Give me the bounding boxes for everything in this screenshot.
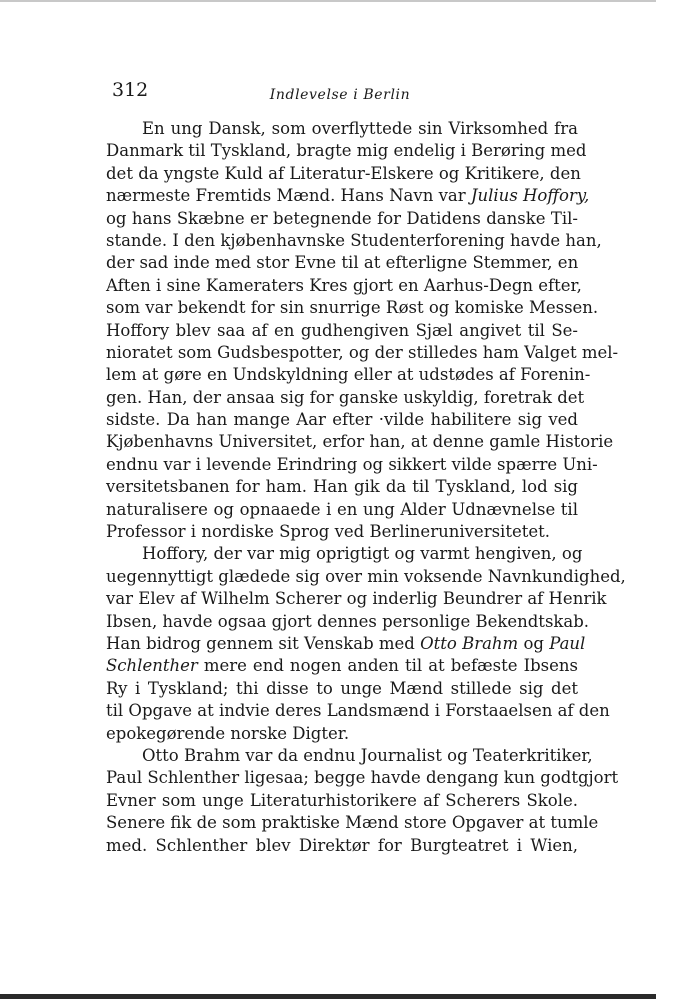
text-line: epokegørende norske Digter. bbox=[106, 723, 350, 743]
text-line: endnu var i levende Erindring og sikkert vilde spærre Uni- bbox=[106, 454, 598, 474]
text-segment: nærmeste Fremtids Mænd. Hans Navn var bbox=[106, 186, 466, 206]
person-name: Julius Hoffory, bbox=[470, 186, 590, 206]
text-line: til Opgave at indvie deres Landsmænd i Forstaaelsen af den bbox=[106, 701, 610, 721]
text-line: nioratet som Gudsbespotter, og der stilledes ham Valget mel- bbox=[106, 342, 619, 362]
text-line: der sad inde med stor Evne til at efterligne Stemmer, en bbox=[106, 253, 579, 273]
text-line: Kjøbenhavns Universitet, erfor han, at denne gamle Historie bbox=[106, 432, 614, 452]
text-line: sidste. Da han mange Aar efter ·vilde habilitere sig ved bbox=[106, 410, 578, 430]
text-line: Hoffory, der var mig oprigtigt og varmt hengiven, og bbox=[142, 544, 583, 564]
scan-top-edge bbox=[0, 0, 656, 2]
text-line: En ung Dansk, som overflyttede sin Virksomhed fra bbox=[142, 119, 578, 138]
page-number: 312 bbox=[112, 79, 149, 101]
text-line: var Elev af Wilhelm Scherer og inderlig Beundrer af Henrik bbox=[106, 589, 607, 609]
text-line: det da yngste Kuld af Literatur-Elskere og Kritikere, den bbox=[106, 163, 581, 183]
text-line: Professor i nordiske Sprog ved Berlineruniversitetet. bbox=[106, 522, 550, 542]
text-segment: og bbox=[523, 633, 544, 653]
text-line bbox=[106, 655, 578, 677]
body-text bbox=[106, 118, 626, 857]
text-line: gen. Han, der ansaa sig for ganske uskyldig, foretrak det bbox=[106, 387, 585, 407]
text-line bbox=[106, 633, 586, 655]
text-segment: Han bidrog gennem sit Venskab med bbox=[106, 633, 415, 653]
text-line: og hans Skæbne er betegnende for Datidens danske Til- bbox=[106, 208, 578, 228]
text-line: Aften i sine Kameraters Kres gjort en Aarhus-Degn efter, bbox=[106, 275, 582, 295]
text-line: som var bekendt for sin snurrige Røst og komiske Messen. bbox=[106, 298, 599, 318]
text-line bbox=[106, 185, 590, 207]
text-line: Hoffory blev saa af en gudhengiven Sjæl angivet til Se- bbox=[106, 320, 578, 340]
running-title: Indlevelse i Berlin bbox=[269, 87, 411, 103]
text-segment: mere end nogen anden til at befæste Ibsens bbox=[203, 656, 578, 676]
text-line: Paul Schlenther ligesaa; begge havde dengang kun godtgjort bbox=[106, 768, 619, 788]
person-name: Schlenther bbox=[106, 656, 198, 676]
person-name: Paul bbox=[549, 633, 586, 653]
text-line: med. Schlenther blev Direktør for Burgteatret i Wien, bbox=[106, 835, 578, 855]
text-line: Evner som unge Literaturhistorikere af Scherers Skole. bbox=[106, 790, 578, 810]
person-name: Otto Brahm bbox=[420, 633, 519, 653]
text-line: Otto Brahm var da endnu Journalist og Teaterkritiker, bbox=[142, 745, 593, 765]
text-line: versitetsbanen for ham. Han gik da til Tyskland, lod sig bbox=[106, 477, 578, 497]
text-line: Danmark til Tyskland, bragte mig endelig i Berøring med bbox=[106, 141, 587, 161]
text-line: Senere fik de som praktiske Mænd store Opgaver at tumle bbox=[106, 813, 599, 833]
text-line: stande. I den kjøbenhavnske Studenterforening havde han, bbox=[106, 230, 602, 250]
text-line: naturalisere og opnaaede i en ung Alder Udnævnelse til bbox=[106, 499, 578, 519]
text-line: Ibsen, havde ogsaa gjort dennes personlige Bekendtskab. bbox=[106, 611, 590, 631]
text-line: uegennyttigt glædede sig over min voksende Navnkundighed, bbox=[106, 566, 626, 586]
text-line: Ry i Tyskland; thi disse to unge Mænd stillede sig det bbox=[106, 678, 578, 698]
scan-bottom-edge bbox=[0, 994, 656, 999]
text-line: lem at gøre en Undskyldning eller at udstødes af Forenin- bbox=[106, 365, 591, 385]
